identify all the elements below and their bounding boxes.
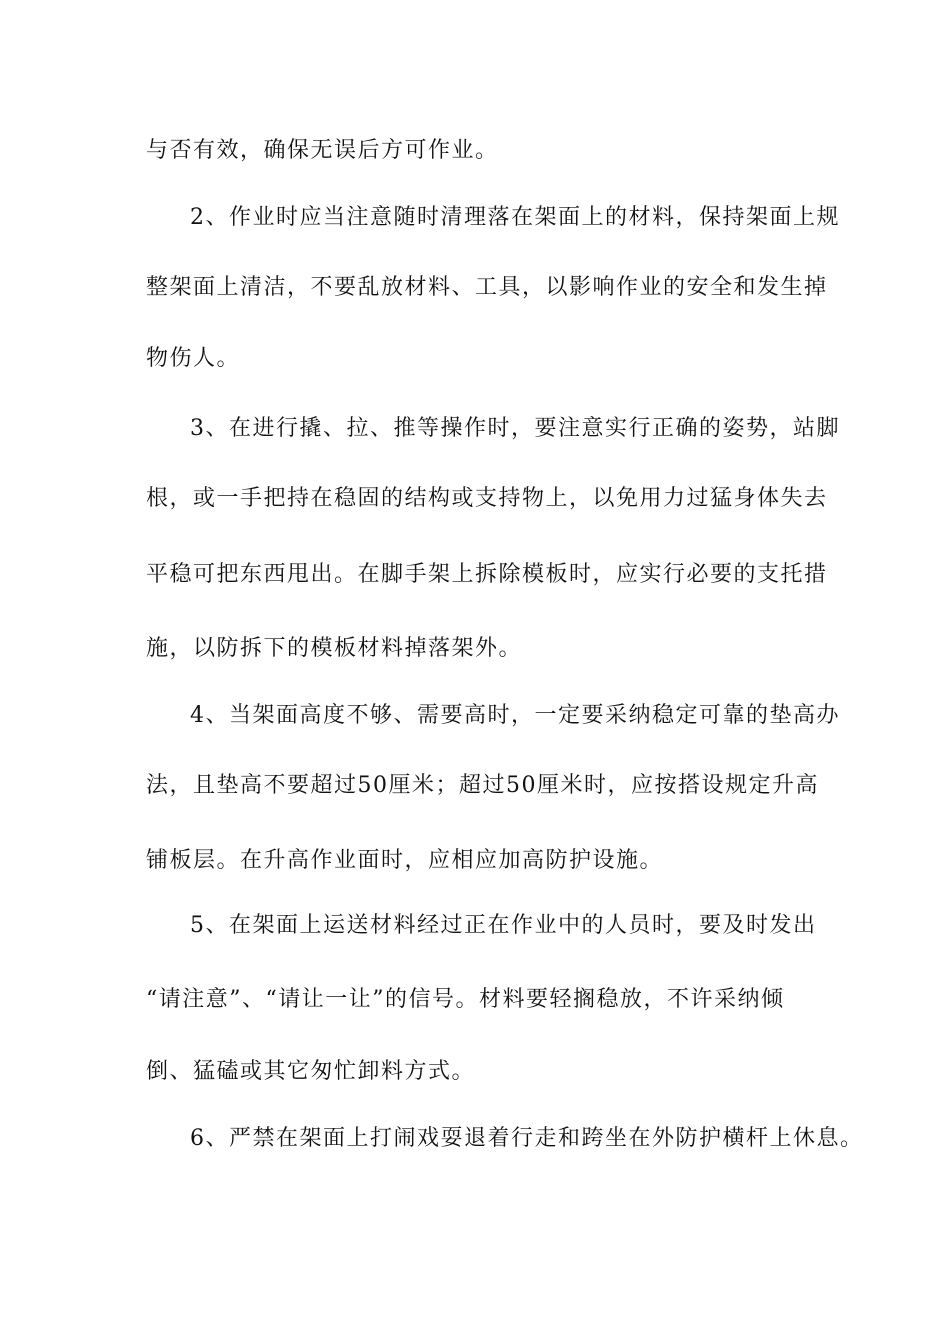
text-line: 整架面上清洁，不要乱放材料、工具，以影响作业的安全和发生掉 bbox=[146, 275, 828, 300]
text-line: 6、严禁在架面上打闹戏耍退着行走和跨坐在外防护横杆上休息。 bbox=[190, 1126, 864, 1151]
text-line: 法，且垫高不要超过50厘米；超过50厘米时，应按搭设规定升高 bbox=[146, 773, 819, 798]
text-line: “请注意”、“请让一让”的信号。材料要轻搁稳放，不许采纳倾 bbox=[146, 987, 785, 1012]
text-line: 3、在进行撬、拉、推等操作时，要注意实行正确的姿势，站脚 bbox=[190, 416, 840, 441]
text-line: 施，以防拆下的模板材料掉落架外。 bbox=[146, 636, 523, 661]
text-line: 平稳可把东西甩出。在脚手架上拆除模板时，应实行必要的支托措 bbox=[146, 562, 828, 587]
text-line: 2、作业时应当注意随时清理落在架面上的材料，保持架面上规 bbox=[190, 205, 840, 230]
text-line: 倒、猛磕或其它匆忙卸料方式。 bbox=[146, 1059, 476, 1084]
text-line: 物伤人。 bbox=[146, 346, 241, 371]
text-line: 根，或一手把持在稳固的结构或支持物上，以免用力过猛身体失去 bbox=[146, 486, 828, 511]
text-line: 铺板层。在升高作业面时，应相应加高防护设施。 bbox=[146, 848, 664, 873]
text-line: 5、在架面上运送材料经过正在作业中的人员时，要及时发出 bbox=[190, 913, 817, 938]
text-line: 4、当架面高度不够、需要高时，一定要采纳稳定可靠的垫高办 bbox=[190, 703, 840, 728]
text-line: 与否有效，确保无误后方可作业。 bbox=[146, 138, 499, 163]
